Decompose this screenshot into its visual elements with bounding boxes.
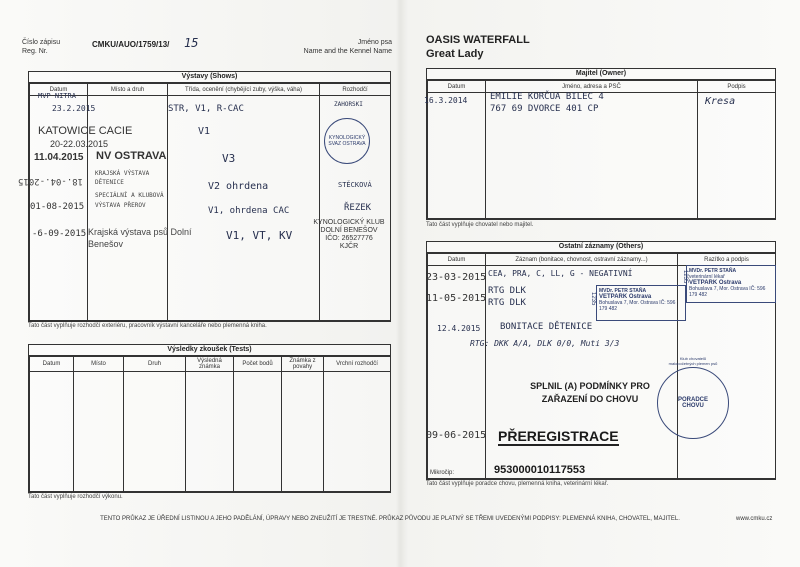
- reg-suffix: 15: [184, 36, 199, 50]
- owner-name: EMILIE KORČUA BILEC 4: [490, 92, 604, 102]
- shows-col-date: Datum: [30, 84, 88, 96]
- tests-col-judge: Vrchní rozhodčí: [324, 357, 391, 372]
- show-1-result: STR, V1, R-CAC: [168, 104, 244, 114]
- microchip-label: Mikročip:: [430, 470, 455, 476]
- vet-stamp-mid-addr: Bohuslava 7, Mor. Ostrava IČ: 596 179 482: [599, 300, 676, 312]
- shows-col-place: Místo a druh: [88, 84, 168, 96]
- tests-col-temper: Známka z povahy: [282, 357, 324, 372]
- others-entry-4-date: 12.4.2015: [437, 324, 481, 333]
- legal-notice: TENTO PRŮKAZ JE ÚŘEDNÍ LISTINOU A JEHO PADĚLÁNÍ, ÚPRAVY NEBO ZNEUŽITÍ JE TRESTNÉ. PRŮKAZ PŮVODU JE PLATNÝ SE TŘEMI UVEDENÝMI PODPISY: PLEMENNÁ KNIHA, CHOVATEL, MAJITEL.: [100, 516, 680, 522]
- advisor-stamp-text: PORADCE CHOVU: [677, 397, 708, 409]
- others-entry-1-text: CEA, PRA, C, LL, G - NEGATIVNÍ: [488, 269, 633, 278]
- owner-date: 16.3.2014: [424, 96, 468, 105]
- advisor-stamp-ring: Klub chovatelů malopočetných plemen psů: [668, 356, 718, 366]
- tests-col-type: Druh: [124, 357, 186, 372]
- others-entry-4-text: BONITACE DĚTENICE: [500, 322, 593, 332]
- owner-title: Majitel (Owner): [427, 69, 775, 80]
- approval-date: 09-06-2015: [426, 430, 487, 441]
- tests-col-date: Datum: [30, 357, 74, 372]
- vet-stamp-top-clinic: VETPARK Ostrava: [689, 280, 742, 286]
- show-3-result: V3: [222, 152, 236, 165]
- others-entry-1-date: 23-03-2015: [426, 272, 487, 283]
- show-4-date: 18.-04.-2015: [18, 176, 84, 186]
- kennel-name: Great Lady: [426, 48, 484, 60]
- show-1-judge: ZAHORSKI: [334, 101, 363, 108]
- owner-col-name: Jméno, adresa a PSČ: [486, 81, 698, 93]
- preregistration-stamp: PŘEREGISTRACE: [498, 428, 619, 444]
- show-4-result: V2 ohrdena: [208, 181, 269, 192]
- owner-signature: Kresa: [705, 96, 736, 107]
- shows-footnote: Tato část vyplňuje rozhodčí exteriéru, pracovník výstavní kanceláře nebo plemenná kniha.: [28, 323, 267, 329]
- tests-col-points: Počet bodů: [234, 357, 282, 372]
- tests-col-place: Místo: [74, 357, 124, 372]
- vet-stamp-mid-name: MVDr. PETR STAŇA: [599, 288, 647, 294]
- vet-num-mid: 1235: [590, 292, 596, 306]
- shows-col-judge: Rozhodčí: [320, 84, 391, 96]
- others-entry-5-text: RTG: DKK A/A, DLK 0/0, Muti 3/3: [470, 339, 620, 348]
- round-stamp-left: [324, 118, 370, 164]
- show-2-date: 20-22.03.2015: [50, 139, 109, 149]
- name-label: Jméno psa Name and the Kennel Name: [303, 39, 392, 55]
- website: www.cmku.cz: [736, 516, 773, 522]
- show-3-place: NV OSTRAVA: [96, 150, 167, 162]
- round-stamp-left-text: KYNOLOGICKÝ SVAZ OSTRAVA: [328, 135, 366, 147]
- show-3-date: 11.04.2015: [34, 152, 84, 163]
- shows-title: Výstavy (Shows): [29, 72, 390, 83]
- others-entry-3-text: RTG DLK: [488, 298, 526, 308]
- shows-col-class: Třída, ocenění (chybějící zuby, výška, váha): [168, 84, 320, 96]
- owner-col-date: Datum: [428, 81, 486, 93]
- advisor-stamp: [657, 367, 729, 439]
- others-entry-2-date: 11-05-2015: [426, 293, 487, 304]
- vet-num-top: 1235: [682, 270, 688, 284]
- microchip-number: 953000010117553: [494, 464, 586, 476]
- show-4-judge: STĚCKOVÁ: [338, 181, 372, 189]
- show-2-place: KATOWICE CACIE: [38, 125, 133, 137]
- club-stamp-line4: KJČR: [339, 243, 359, 250]
- show-1-place: MVP NITRA: [38, 92, 76, 100]
- vet-stamp-top: [686, 265, 776, 303]
- show-6-result: V1, VT, KV: [226, 229, 293, 242]
- owner-table: [426, 68, 776, 220]
- vet-stamp-mid-clinic: VETPARK Ostrava: [599, 294, 652, 300]
- others-entry-2-text: RTG DLK: [488, 286, 526, 296]
- show-5-date: 01-08-2015: [30, 202, 85, 212]
- club-stamp-line2: DOLNÍ BENEŠOV: [320, 227, 378, 234]
- tests-title: Výsledky zkoušek (Tests): [29, 345, 390, 356]
- show-5-result: V1, ohrdena CAC: [208, 206, 290, 216]
- dog-name: OASIS WATERFALL: [426, 34, 530, 46]
- club-stamp-line1: KYNOLOGICKÝ KLUB: [313, 219, 385, 226]
- tests-footnote: Tato část vyplňuje rozhodčí výkonu.: [28, 494, 123, 500]
- others-col-record: Záznam (bonitace, chovnost, ostravní záznamy...): [486, 254, 678, 266]
- show-5-judge: ŘEZEK: [344, 203, 372, 213]
- vet-stamp-top-name: MVDr. PETR STAŇA: [689, 268, 737, 274]
- club-stamp: [303, 219, 395, 251]
- show-4-place: KRAJSKÁ VÝSTAVA DĚTENICE: [95, 170, 150, 186]
- show-1-date: 23.2.2015: [52, 104, 96, 113]
- tests-table: [28, 344, 391, 493]
- others-col-date: Datum: [428, 254, 486, 266]
- owner-col-signature: Podpis: [698, 81, 776, 93]
- vet-stamp-mid: [596, 285, 686, 321]
- reg-label: Číslo zápisu Reg. Nr.: [22, 39, 61, 55]
- others-footnote: Tato část vyplňuje poradce chovu, plemenná kniha, veterinární lékař.: [426, 481, 609, 487]
- club-stamp-line3: IČO: 26527776: [325, 235, 373, 242]
- approval-text: SPLNIL (A) PODMÍNKY PRO ZAŘAZENÍ DO CHOVU: [530, 381, 650, 404]
- vet-stamp-top-sub: veterinární lékař: [689, 274, 725, 280]
- show-5-place: SPECIÁLNÍ A KLUBOVÁ VÝSTAVA PŘEROV: [95, 192, 164, 209]
- reg-number: CMKU/AUO/1759/13/: [92, 40, 170, 49]
- others-title: Ostatní záznamy (Others): [427, 242, 775, 253]
- show-6-date: -6-09-2015: [32, 229, 87, 239]
- show-6-place: Krajská výstava psů Dolní Benešov: [88, 227, 192, 249]
- vet-stamp-top-addr: Bohuslava 7, Mor. Ostrava IČ: 596 179 482: [689, 286, 766, 298]
- owner-footnote: Tato část vyplňuje chovatel nebo majitel.: [426, 222, 534, 228]
- others-col-stamp: Razítko a podpis: [678, 254, 776, 266]
- tests-col-grade: Výsledná známka: [186, 357, 234, 372]
- show-2-result: V1: [198, 126, 211, 137]
- owner-address: 767 69 DVORCE 401 CP: [490, 104, 599, 114]
